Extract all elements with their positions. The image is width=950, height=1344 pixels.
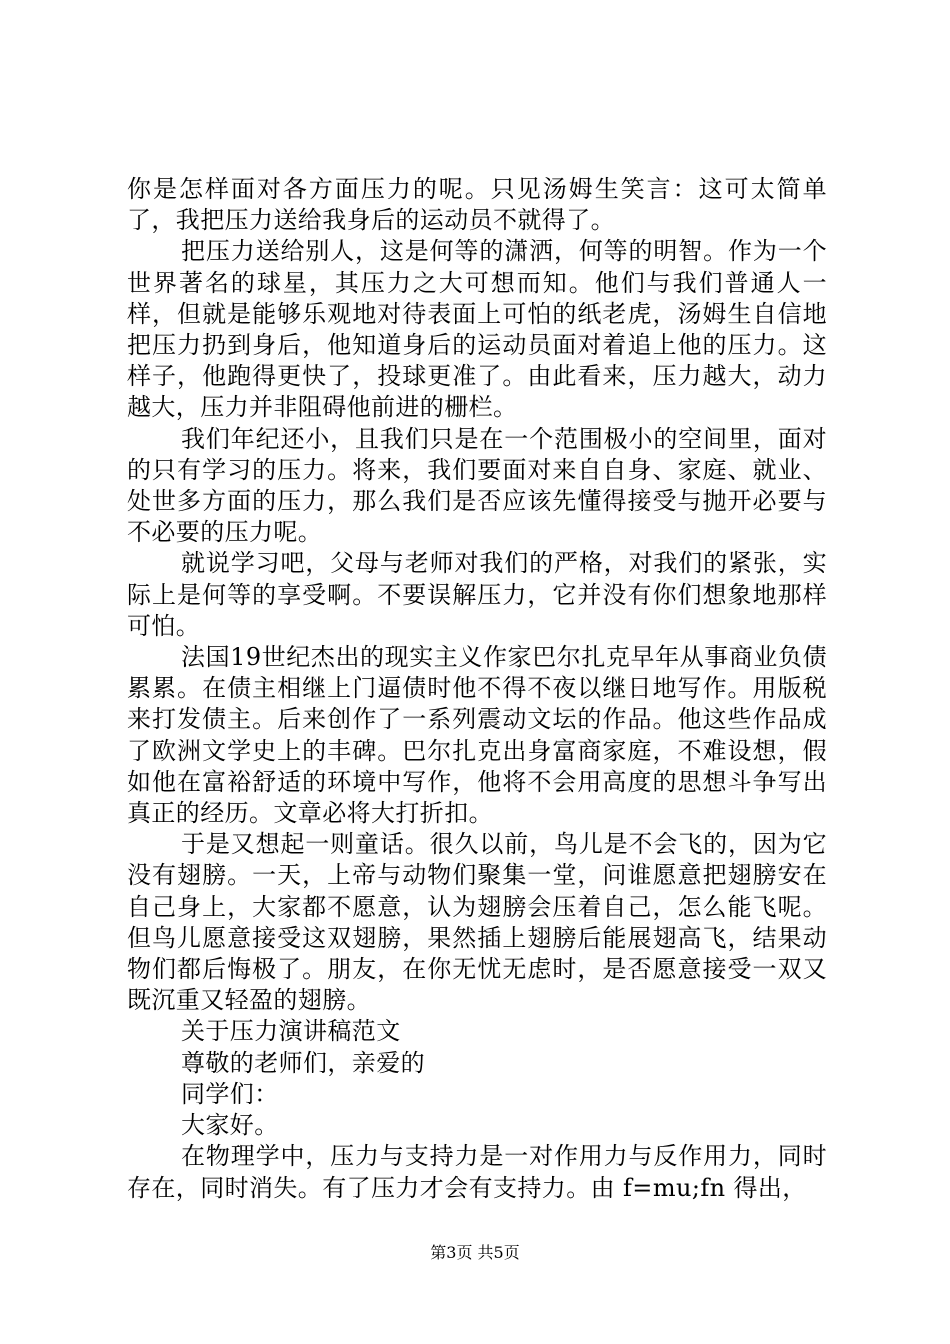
- section-title: 关于压力演讲稿范文: [181, 1017, 401, 1046]
- document-body: [127, 174, 827, 1204]
- paragraph: 我们年纪还小，且我们只是在一个范围极小的空间里，面对的只有学习的压力。将来，我们要面对来自自身、家庭、就业、处世多方面的压力，那么我们是否应该先懂得接受与抛开必要与不必要的压力呢。: [127, 424, 827, 547]
- paragraph: 于是又想起一则童话。很久以前，鸟儿是不会飞的，因为它没有翅膀。一天，上帝与动物们聚集一堂，问谁愿意把翅膀安在自己身上，大家都不愿意，认为翅膀会压着自己，怎么能飞呢。但鸟儿愿意接受这双翅膀，果然插上翅膀后能展翅高飞，结果动物们都后悔极了。朋友，在你无忧无虑时，是否愿意接受一双又既沉重又轻盈的翅膀。: [127, 830, 827, 1015]
- paragraph: 把压力送给别人，这是何等的潇洒，何等的明智。作为一个世界著名的球星，其压力之大可想而知。他们与我们普通人一样，但就是能够乐观地对待表面上可怕的纸老虎，汤姆生自信地把压力扔到身后，他知道身后的运动员面对着追上他的压力。这样子，他跑得更快了，投球更准了。由此看来，压力越大，动力越大，压力并非阻碍他前进的栅栏。: [127, 237, 827, 422]
- page-number-footer: 第3页 共5页: [430, 1243, 520, 1262]
- paragraph: 你是怎样面对各方面压力的呢。只见汤姆生笑言：这可太简单了，我把压力送给我身后的运动员不就得了。: [127, 175, 827, 235]
- paragraph: 就说学习吧，父母与老师对我们的严格，对我们的紧张，实际上是何等的享受啊。不要误解压力，它并没有你们想象地那样可怕。: [127, 549, 827, 640]
- greeting-line: 大家好。: [181, 1111, 279, 1140]
- salutation-line: 尊敬的老师们，亲爱的: [181, 1048, 425, 1077]
- paragraph: 在物理学中，压力与支持力是一对作用力与反作用力，同时存在，同时消失。有了压力才会有支持力。由 f=mu;fn 得出，: [127, 1142, 827, 1202]
- paragraph: 法国19世纪杰出的现实主义作家巴尔扎克早年从事商业负债累累。在债主相继上门逼债时他不得不夜以继日地写作。用版税来打发债主。后来创作了一系列震动文坛的作品。他这些作品成了欧洲文学史上的丰碑。巴尔扎克出身富商家庭，不难设想，假如他在富裕舒适的环境中写作，他将不会用高度的思想斗争写出真正的经历。文章必将大打折扣。: [127, 643, 827, 828]
- salutation-line: 同学们：: [181, 1079, 279, 1108]
